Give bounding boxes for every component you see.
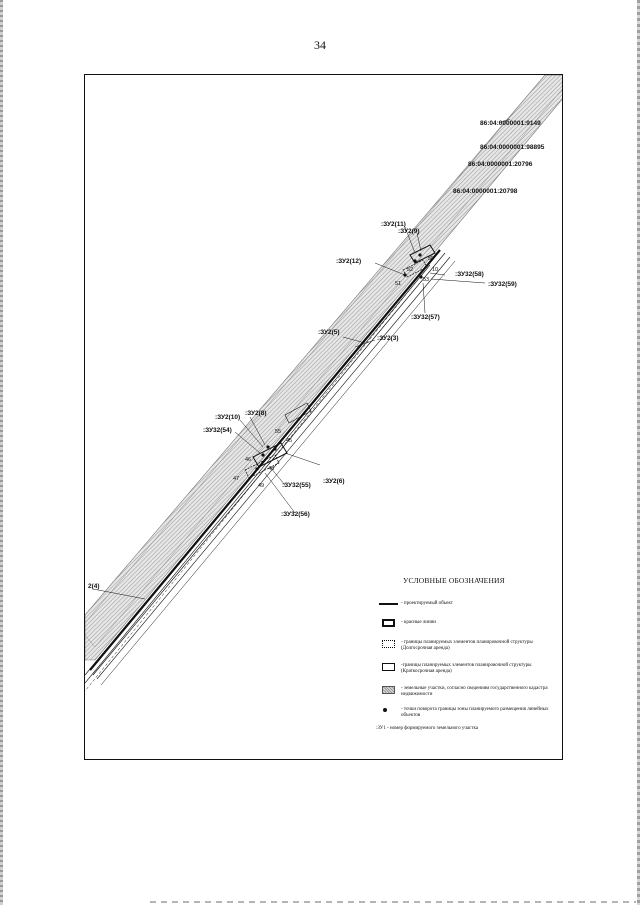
- plot-label: :ЗУ32(58): [455, 271, 484, 278]
- cadastral-number: 86:04:0000001:20798: [453, 188, 518, 195]
- legend-item-text: - проектируемый объект: [401, 601, 453, 606]
- legend-item-text: - красные линии: [401, 620, 436, 625]
- point-number: 47: [233, 476, 240, 482]
- thin-box-symbol: [382, 663, 395, 671]
- plot-label: :ЗУ32(59): [488, 281, 517, 288]
- hatched-box-symbol: [382, 686, 395, 694]
- cadastral-number: 86:04:0000001:9149: [480, 120, 541, 127]
- plot-label: :ЗУ2(8): [245, 410, 267, 417]
- plot-label: 2(4): [88, 583, 100, 590]
- plot-label: :ЗУ2(5): [318, 329, 340, 336]
- scan-edge-bottom: [150, 901, 636, 903]
- plot-label: :ЗУ2(10): [215, 414, 241, 421]
- plot-label: :ЗУ2(12): [336, 258, 362, 265]
- legend-item-text: - границы планируемых элементов планировочной структуры (Долгосрочная аренда): [401, 640, 533, 651]
- point-number: 55: [275, 429, 282, 435]
- point-number: 51: [395, 281, 402, 287]
- cadastral-number: 86:04:0000001:98895: [480, 144, 545, 151]
- plot-label: :ЗУ2(6): [323, 478, 345, 485]
- page-number: 34: [314, 38, 326, 52]
- legend-item-text: - земельные участки, согласно сведениям государственного кадастра недвижимости: [401, 686, 548, 697]
- scan-edge-left: [0, 0, 3, 905]
- plot-label: :ЗУ32(57): [411, 314, 440, 321]
- plot-label: :ЗУ2(9): [398, 228, 420, 235]
- legend-note: :ЗУ1 - номер формируемого земельного участка: [376, 726, 479, 731]
- plot-label: :ЗУ2(11): [381, 221, 406, 228]
- map-frame: [84, 74, 563, 760]
- thick-box-symbol: [382, 619, 395, 627]
- dotted-box-symbol: [382, 640, 395, 648]
- dot-symbol: [383, 708, 387, 712]
- plot-label: :ЗУ32(56): [281, 511, 310, 518]
- plot-label: :ЗУ2(3): [377, 335, 399, 342]
- solid-line-symbol: [379, 603, 398, 605]
- point-number: 10: [432, 267, 439, 273]
- map-canvas: [85, 75, 563, 760]
- point-number: 46: [245, 457, 252, 463]
- point-number: 48: [268, 466, 275, 472]
- point-number: 49: [258, 483, 265, 489]
- point-number: 45: [286, 438, 293, 444]
- legend-title: УСЛОВНЫЕ ОБОЗНАЧЕНИЯ: [403, 576, 505, 585]
- cadastral-number: 86:04:0000001:20796: [468, 161, 533, 168]
- legend-item-text: - точки поворота границы зоны планируемого размещения линейных объектов: [401, 707, 549, 718]
- point-number: 52: [407, 267, 414, 273]
- plot-label: :ЗУ32(54): [203, 427, 232, 434]
- plot-label: :ЗУ32(55): [282, 482, 311, 489]
- legend-item-text: -границы планируемых элементов планировочной структуры (Краткосрочная аренда): [401, 663, 532, 674]
- point-number: 53: [423, 277, 430, 283]
- point-number: 50: [428, 256, 435, 262]
